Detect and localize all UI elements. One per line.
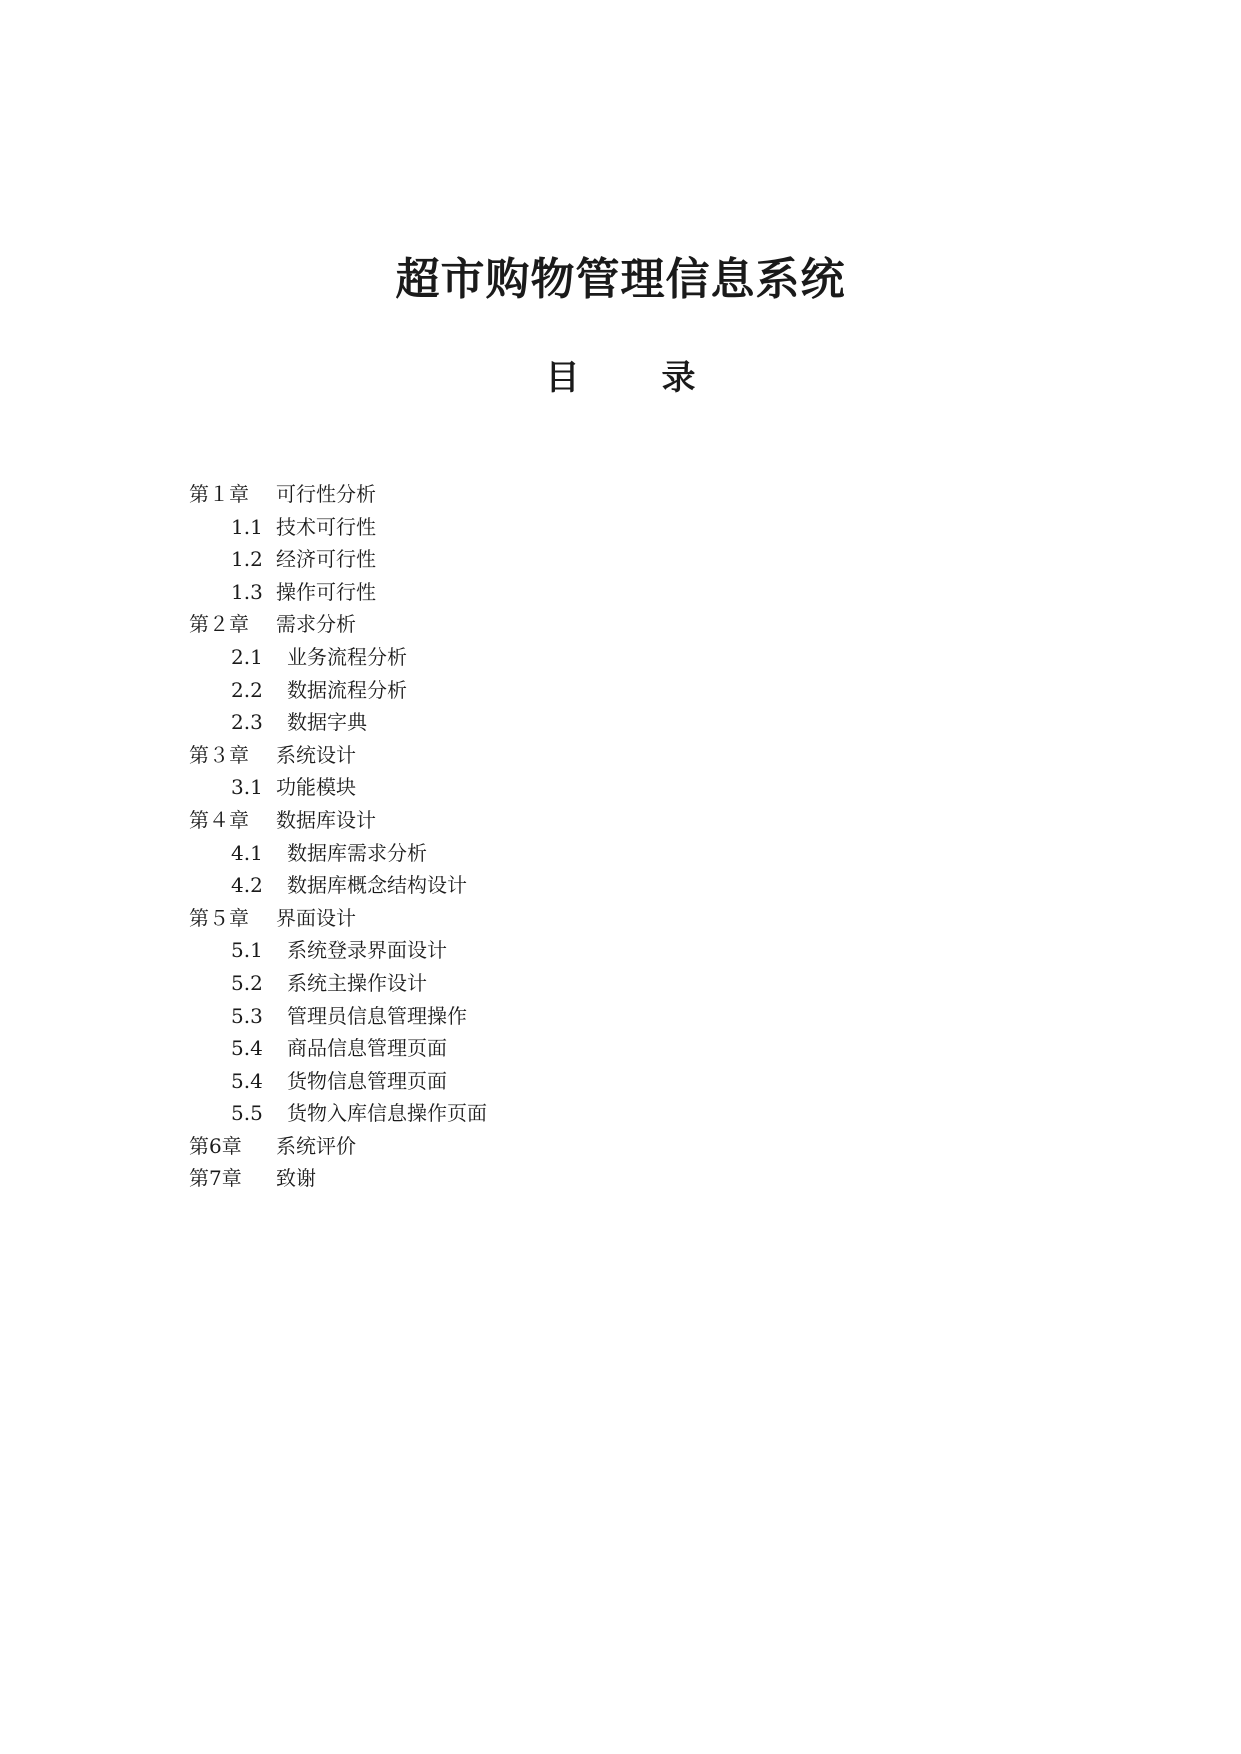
toc-chapter-entry[interactable] bbox=[189, 902, 487, 935]
toc-entry-title: 系统评价 bbox=[276, 1133, 356, 1158]
toc-section-entry[interactable] bbox=[189, 1065, 487, 1098]
document-title: 超市购物管理信息系统 bbox=[395, 254, 846, 305]
toc-entry-number: 5.3 bbox=[231, 1003, 263, 1028]
toc-entry-number: 4.2 bbox=[231, 873, 263, 898]
toc-entry-title: 需求分析 bbox=[276, 612, 356, 637]
toc-entry-number: 5.5 bbox=[231, 1101, 263, 1126]
toc-section-entry[interactable] bbox=[189, 967, 487, 1000]
toc-entry-number: 4.1 bbox=[231, 840, 263, 865]
toc-section-entry[interactable] bbox=[189, 706, 487, 739]
toc-chapter-entry[interactable] bbox=[189, 1130, 487, 1163]
toc-chapter-entry[interactable] bbox=[189, 1162, 487, 1195]
toc-entry-number: 第6章 bbox=[189, 1133, 242, 1158]
toc-heading-right: 录 bbox=[661, 358, 696, 398]
toc-entry-title: 可行性分析 bbox=[276, 482, 376, 506]
toc-entry-title: 货物入库信息操作页面 bbox=[287, 1101, 487, 1126]
toc-section-entry[interactable] bbox=[189, 576, 487, 609]
toc-entry-number: 第４章 bbox=[189, 807, 249, 832]
toc-chapter-entry[interactable] bbox=[189, 608, 487, 641]
toc-entry-number: 5.1 bbox=[231, 938, 263, 963]
toc-section-entry[interactable] bbox=[189, 641, 487, 674]
toc-entry-title: 经济可行性 bbox=[276, 547, 376, 572]
toc-entry-number: 1.3 bbox=[231, 579, 263, 604]
toc-entry-title: 商品信息管理页面 bbox=[287, 1036, 447, 1061]
toc-entry-title: 数据库需求分析 bbox=[287, 840, 427, 865]
toc-entry-number: 第２章 bbox=[189, 612, 249, 637]
toc-entry-title: 货物信息管理页面 bbox=[287, 1068, 447, 1093]
toc-entry-number: 第５章 bbox=[189, 905, 249, 930]
toc-chapter-entry[interactable] bbox=[189, 739, 487, 772]
table-of-contents bbox=[189, 478, 487, 1195]
toc-entry-title: 系统主操作设计 bbox=[287, 970, 427, 995]
toc-entry-title: 管理员信息管理操作 bbox=[287, 1003, 467, 1028]
toc-entry-title: 致谢 bbox=[276, 1166, 316, 1191]
toc-section-entry[interactable] bbox=[189, 1032, 487, 1065]
toc-entry-number: 5.4 bbox=[231, 1036, 263, 1061]
toc-entry-title: 技术可行性 bbox=[276, 514, 376, 539]
toc-section-entry[interactable] bbox=[189, 543, 487, 576]
toc-entry-title: 操作可行性 bbox=[276, 579, 376, 604]
toc-entry-title: 系统登录界面设计 bbox=[287, 938, 447, 963]
toc-heading-left: 目 bbox=[545, 358, 580, 398]
toc-section-entry[interactable] bbox=[189, 771, 487, 804]
toc-entry-number: 1.2 bbox=[231, 547, 263, 572]
toc-section-entry[interactable] bbox=[189, 1000, 487, 1033]
toc-entry-number: 5.2 bbox=[231, 970, 263, 995]
toc-section-entry[interactable] bbox=[189, 869, 487, 902]
toc-section-entry[interactable] bbox=[189, 674, 487, 707]
toc-entry-number: 3.1 bbox=[231, 775, 263, 800]
toc-entry-title: 系统设计 bbox=[276, 742, 356, 767]
toc-chapter-entry[interactable] bbox=[189, 478, 487, 511]
toc-entry-title: 功能模块 bbox=[276, 775, 356, 800]
toc-entry-title: 数据字典 bbox=[287, 710, 367, 735]
toc-entry-title: 数据流程分析 bbox=[287, 677, 407, 702]
toc-entry-number: 5.4 bbox=[231, 1068, 263, 1093]
toc-section-entry[interactable] bbox=[189, 934, 487, 967]
toc-entry-number: 第１章 bbox=[189, 482, 249, 506]
toc-entry-title: 界面设计 bbox=[276, 905, 356, 930]
toc-entry-number: 2.2 bbox=[231, 677, 263, 702]
toc-heading bbox=[0, 356, 1241, 400]
toc-entry-title: 数据库设计 bbox=[276, 807, 376, 832]
toc-entry-number: 2.1 bbox=[231, 644, 263, 669]
toc-entry-number: 2.3 bbox=[231, 710, 263, 735]
toc-entry-number: 1.1 bbox=[231, 514, 263, 539]
toc-section-entry[interactable] bbox=[189, 837, 487, 870]
toc-entry-title: 数据库概念结构设计 bbox=[287, 873, 467, 898]
toc-entry-title: 业务流程分析 bbox=[287, 644, 407, 669]
toc-entry-number: 第３章 bbox=[189, 742, 249, 767]
toc-entry-number: 第7章 bbox=[189, 1166, 242, 1191]
toc-chapter-entry[interactable] bbox=[189, 804, 487, 837]
toc-section-entry[interactable] bbox=[189, 1097, 487, 1130]
toc-section-entry[interactable] bbox=[189, 511, 487, 544]
